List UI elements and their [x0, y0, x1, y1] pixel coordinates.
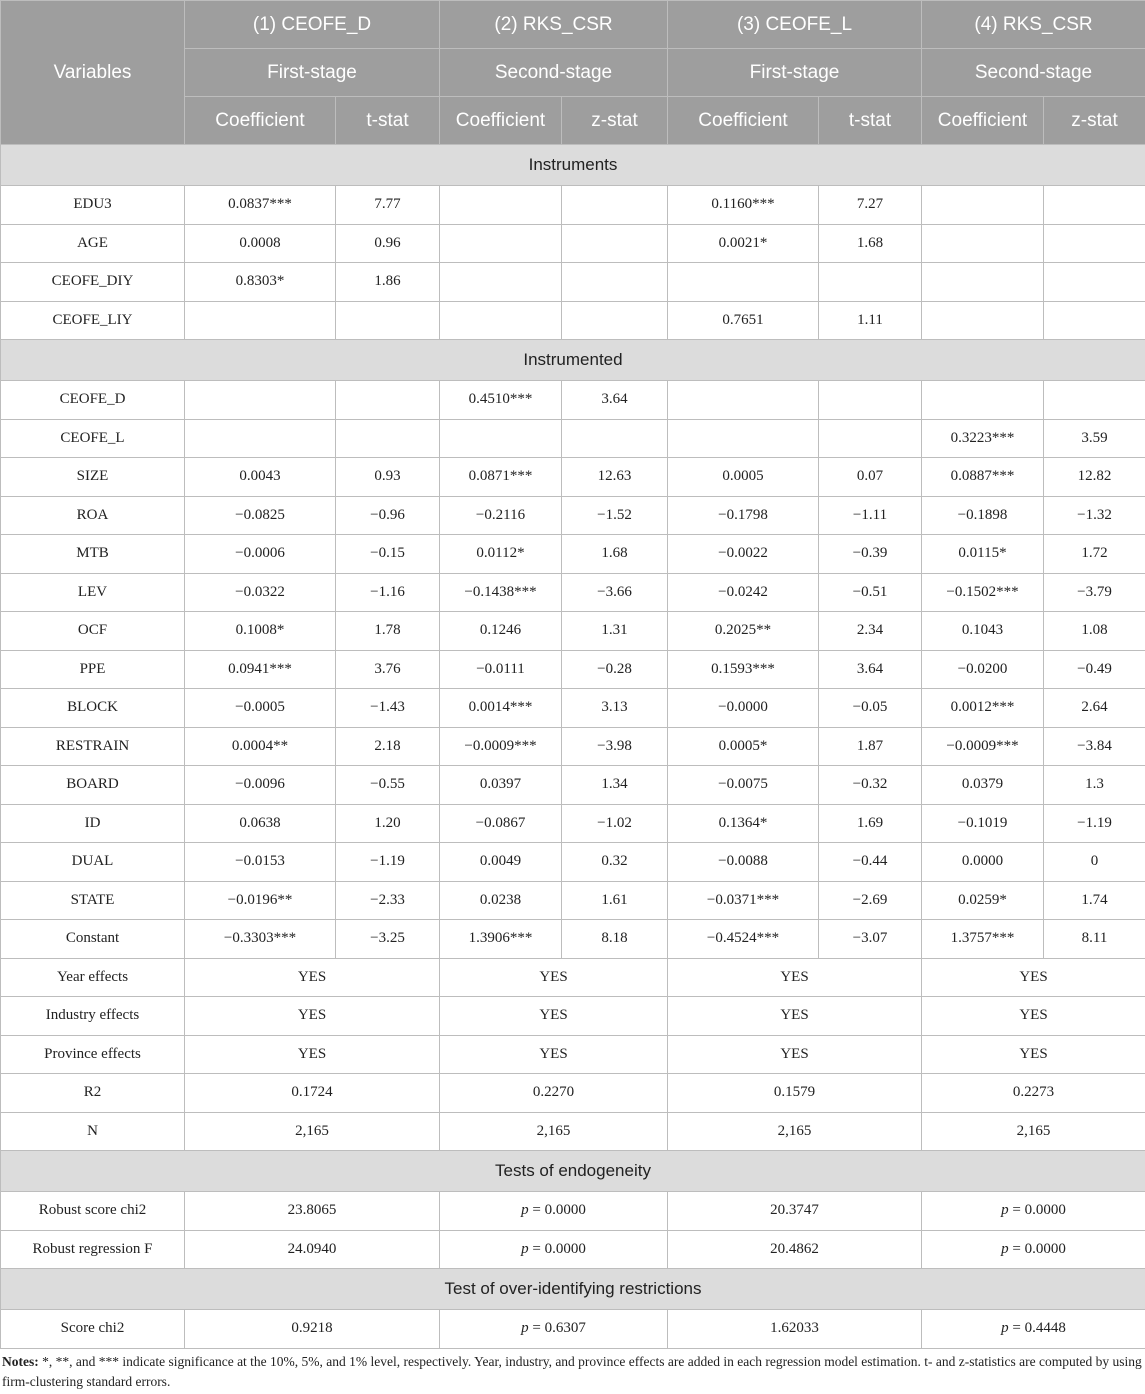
subcol-header: Coefficient: [668, 97, 819, 145]
table-cell: [562, 263, 668, 302]
table-cell: −2.69: [819, 881, 922, 920]
merged-cell: 0.2273: [922, 1074, 1145, 1113]
table-cell: −0.0009***: [440, 727, 562, 766]
row-label: LEV: [1, 573, 185, 612]
table-cell: −0.0371***: [668, 881, 819, 920]
table-cell: −0.0009***: [922, 727, 1044, 766]
table-cell: 0.1364*: [668, 804, 819, 843]
variables-header: Variables: [1, 1, 185, 145]
subcol-header: t-stat: [336, 97, 440, 145]
table-cell: [922, 263, 1044, 302]
row-label: CEOFE_DIY: [1, 263, 185, 302]
table-cell: −0.1502***: [922, 573, 1044, 612]
table-cell: −0.15: [336, 535, 440, 574]
table-cell: 1.34: [562, 766, 668, 805]
table-cell: [668, 381, 819, 420]
table-cell: 1.20: [336, 804, 440, 843]
merged-cell: YES: [440, 958, 668, 997]
table-cell: −0.0322: [185, 573, 336, 612]
table-cell: 1.11: [819, 301, 922, 340]
table-cell: [1044, 301, 1145, 340]
stage-header: First-stage: [185, 49, 440, 97]
notes-prefix: Notes:: [2, 1354, 39, 1369]
stage-header: Second-stage: [922, 49, 1145, 97]
table-row: [1, 689, 1145, 728]
table-cell: 0.0638: [185, 804, 336, 843]
table-cell: [440, 224, 562, 263]
table-cell: 0.0005: [668, 458, 819, 497]
table-row: [1, 224, 1145, 263]
table-cell: 12.82: [1044, 458, 1145, 497]
table-cell: −0.0006: [185, 535, 336, 574]
table-cell: −1.19: [336, 843, 440, 882]
table-cell: −0.1898: [922, 496, 1044, 535]
table-cell: 8.11: [1044, 920, 1145, 959]
table-cell: 1.86: [336, 263, 440, 302]
table-cell: [562, 224, 668, 263]
table-cell: 0.1043: [922, 612, 1044, 651]
table-cell: 0.0887***: [922, 458, 1044, 497]
merged-cell: YES: [922, 1035, 1145, 1074]
table-cell: 1.68: [562, 535, 668, 574]
table-row: [1, 612, 1145, 651]
table-cell: 0.0012***: [922, 689, 1044, 728]
table-cell: [819, 263, 922, 302]
table-cell: −0.96: [336, 496, 440, 535]
row-label: Robust regression F: [1, 1230, 185, 1269]
table-cell: 0.1246: [440, 612, 562, 651]
table-row: [1, 301, 1145, 340]
merged-cell: YES: [185, 1035, 440, 1074]
merged-cell: 2,165: [668, 1112, 922, 1151]
merged-cell: p = 0.0000: [440, 1230, 668, 1269]
table-cell: 7.77: [336, 186, 440, 225]
table-cell: −2.33: [336, 881, 440, 920]
table-cell: 1.3: [1044, 766, 1145, 805]
table-cell: 0.0000: [922, 843, 1044, 882]
table-cell: −1.11: [819, 496, 922, 535]
row-label: Province effects: [1, 1035, 185, 1074]
model-header: (3) CEOFE_L: [668, 1, 922, 49]
merged-cell: 20.3747: [668, 1192, 922, 1231]
table-cell: −1.43: [336, 689, 440, 728]
section-title: Instrumented: [1, 340, 1145, 381]
table-cell: 1.69: [819, 804, 922, 843]
table-cell: 0.32: [562, 843, 668, 882]
table-cell: 0.0005*: [668, 727, 819, 766]
merged-cell: YES: [668, 958, 922, 997]
table-cell: 3.76: [336, 650, 440, 689]
table-cell: 0.7651: [668, 301, 819, 340]
table-row: [1, 843, 1145, 882]
table-cell: −0.0825: [185, 496, 336, 535]
table-cell: −0.51: [819, 573, 922, 612]
subcol-header: Coefficient: [922, 97, 1044, 145]
row-label: DUAL: [1, 843, 185, 882]
table-cell: −0.0111: [440, 650, 562, 689]
table-row: [1, 766, 1145, 805]
table-cell: −0.0242: [668, 573, 819, 612]
table-cell: −0.0153: [185, 843, 336, 882]
row-label: SIZE: [1, 458, 185, 497]
row-label: CEOFE_LIY: [1, 301, 185, 340]
model-header: (2) RKS_CSR: [440, 1, 668, 49]
table-cell: 1.74: [1044, 881, 1145, 920]
table-cell: [1044, 381, 1145, 420]
row-label: OCF: [1, 612, 185, 651]
table-row: [1, 1310, 1145, 1349]
row-label: Constant: [1, 920, 185, 959]
row-label: Score chi2: [1, 1310, 185, 1349]
table-cell: [440, 186, 562, 225]
table-cell: [562, 186, 668, 225]
table-cell: −0.1438***: [440, 573, 562, 612]
table-row: [1, 1192, 1145, 1231]
table-row: [1, 650, 1145, 689]
subcol-header: t-stat: [819, 97, 922, 145]
table-cell: −3.66: [562, 573, 668, 612]
subcol-header: z-stat: [562, 97, 668, 145]
notes-text: *, **, and *** indicate significance at the 10%, 5%, and 1% level, respectively. Year, industry, and province effects are added in each regression model estimation. t- and z-statistics are computed by using firm-clustering standard errors.: [2, 1354, 1142, 1389]
table-cell: 1.68: [819, 224, 922, 263]
table-cell: 0.0379: [922, 766, 1044, 805]
table-row: [1, 727, 1145, 766]
table-cell: 1.31: [562, 612, 668, 651]
table-cell: −3.07: [819, 920, 922, 959]
table-cell: 0.07: [819, 458, 922, 497]
merged-cell: p = 0.0000: [440, 1192, 668, 1231]
merged-cell: 0.9218: [185, 1310, 440, 1349]
row-label: CEOFE_L: [1, 419, 185, 458]
merged-cell: 2,165: [440, 1112, 668, 1151]
table-cell: 0.2025**: [668, 612, 819, 651]
table-row: [1, 573, 1145, 612]
table-cell: −0.0096: [185, 766, 336, 805]
table-cell: −1.19: [1044, 804, 1145, 843]
table-cell: −0.0088: [668, 843, 819, 882]
table-row: [1, 535, 1145, 574]
table-row: [1, 381, 1145, 420]
table-cell: [668, 419, 819, 458]
section-row: [1, 1151, 1145, 1192]
row-label: STATE: [1, 881, 185, 920]
merged-cell: 2,165: [922, 1112, 1145, 1151]
section-title: Instruments: [1, 145, 1145, 186]
table-row: [1, 1230, 1145, 1269]
merged-cell: YES: [668, 997, 922, 1036]
table-cell: −0.28: [562, 650, 668, 689]
table-cell: [922, 381, 1044, 420]
merged-cell: YES: [922, 958, 1145, 997]
table-row: [1, 804, 1145, 843]
table-row: [1, 1035, 1145, 1074]
table-cell: −0.49: [1044, 650, 1145, 689]
table-cell: [440, 419, 562, 458]
table-cell: [1044, 186, 1145, 225]
row-label: N: [1, 1112, 185, 1151]
table-cell: −0.0200: [922, 650, 1044, 689]
merged-cell: 24.0940: [185, 1230, 440, 1269]
table-cell: 1.72: [1044, 535, 1145, 574]
merged-cell: p = 0.0000: [922, 1192, 1145, 1231]
row-label: CEOFE_D: [1, 381, 185, 420]
table-cell: −0.55: [336, 766, 440, 805]
table-cell: 0.1160***: [668, 186, 819, 225]
table-cell: 0.1593***: [668, 650, 819, 689]
section-row: [1, 340, 1145, 381]
row-label: Year effects: [1, 958, 185, 997]
merged-cell: YES: [922, 997, 1145, 1036]
table-cell: 0.0115*: [922, 535, 1044, 574]
table-cell: −0.39: [819, 535, 922, 574]
table-cell: −0.1019: [922, 804, 1044, 843]
model-header: (1) CEOFE_D: [185, 1, 440, 49]
table-cell: 0.0259*: [922, 881, 1044, 920]
table-row: [1, 186, 1145, 225]
table-cell: [1044, 224, 1145, 263]
table-cell: 0.1008*: [185, 612, 336, 651]
table-cell: 0.0112*: [440, 535, 562, 574]
row-label: BLOCK: [1, 689, 185, 728]
table-body: [1, 145, 1145, 1349]
table-row: [1, 263, 1145, 302]
row-label: Robust score chi2: [1, 1192, 185, 1231]
merged-cell: p = 0.6307: [440, 1310, 668, 1349]
table-cell: 0.0021*: [668, 224, 819, 263]
section-row: [1, 145, 1145, 186]
table-cell: −0.1798: [668, 496, 819, 535]
table-cell: [922, 301, 1044, 340]
table-cell: 0.0004**: [185, 727, 336, 766]
merged-cell: YES: [440, 1035, 668, 1074]
table-cell: −0.3303***: [185, 920, 336, 959]
model-header: (4) RKS_CSR: [922, 1, 1145, 49]
merged-cell: 0.2270: [440, 1074, 668, 1113]
table-cell: [819, 381, 922, 420]
table-cell: [668, 263, 819, 302]
table-cell: 0.0941***: [185, 650, 336, 689]
table-cell: 0.4510***: [440, 381, 562, 420]
merged-cell: YES: [440, 997, 668, 1036]
table-cell: −0.32: [819, 766, 922, 805]
table-cell: 0.0397: [440, 766, 562, 805]
table-cell: −3.79: [1044, 573, 1145, 612]
merged-cell: 0.1579: [668, 1074, 922, 1113]
table-cell: 3.64: [562, 381, 668, 420]
table-cell: [562, 301, 668, 340]
subcol-header: Coefficient: [185, 97, 336, 145]
row-label: AGE: [1, 224, 185, 263]
row-label: MTB: [1, 535, 185, 574]
merged-cell: 20.4862: [668, 1230, 922, 1269]
table-row: [1, 1112, 1145, 1151]
table-cell: −0.0005: [185, 689, 336, 728]
table-cell: 0.93: [336, 458, 440, 497]
table-cell: [922, 186, 1044, 225]
table-cell: −0.44: [819, 843, 922, 882]
table-cell: [336, 301, 440, 340]
table-cell: 1.3906***: [440, 920, 562, 959]
row-label: Industry effects: [1, 997, 185, 1036]
table-cell: −0.2116: [440, 496, 562, 535]
subcol-header: Coefficient: [440, 97, 562, 145]
merged-cell: YES: [668, 1035, 922, 1074]
row-label: R2: [1, 1074, 185, 1113]
table-row: [1, 958, 1145, 997]
table-cell: 0.96: [336, 224, 440, 263]
table-cell: [819, 419, 922, 458]
table-cell: 1.08: [1044, 612, 1145, 651]
table-cell: 0.8303*: [185, 263, 336, 302]
table-row: [1, 1074, 1145, 1113]
row-label: EDU3: [1, 186, 185, 225]
table-cell: [185, 301, 336, 340]
table-cell: 8.18: [562, 920, 668, 959]
table-cell: 7.27: [819, 186, 922, 225]
section-title: Test of over-identifying restrictions: [1, 1269, 1145, 1310]
table-cell: 0.0238: [440, 881, 562, 920]
table-cell: 0.0871***: [440, 458, 562, 497]
section-title: Tests of endogeneity: [1, 1151, 1145, 1192]
table-cell: [562, 419, 668, 458]
row-label: ID: [1, 804, 185, 843]
table-cell: −1.16: [336, 573, 440, 612]
merged-cell: 2,165: [185, 1112, 440, 1151]
stage-header: First-stage: [668, 49, 922, 97]
merged-cell: YES: [185, 997, 440, 1036]
stage-header: Second-stage: [440, 49, 668, 97]
table-cell: [185, 419, 336, 458]
row-label: ROA: [1, 496, 185, 535]
row-label: RESTRAIN: [1, 727, 185, 766]
merged-cell: 23.8065: [185, 1192, 440, 1231]
table-cell: −1.52: [562, 496, 668, 535]
table-cell: 1.3757***: [922, 920, 1044, 959]
table-cell: −1.02: [562, 804, 668, 843]
table-cell: 0.0008: [185, 224, 336, 263]
table-cell: [440, 263, 562, 302]
merged-cell: 1.62033: [668, 1310, 922, 1349]
table-cell: −0.05: [819, 689, 922, 728]
table-cell: −0.4524***: [668, 920, 819, 959]
table-row: [1, 458, 1145, 497]
table-cell: 1.87: [819, 727, 922, 766]
table-cell: −0.0075: [668, 766, 819, 805]
table-cell: −1.32: [1044, 496, 1145, 535]
subcol-header: z-stat: [1044, 97, 1145, 145]
table-cell: −0.0022: [668, 535, 819, 574]
merged-cell: YES: [185, 958, 440, 997]
table-cell: 3.64: [819, 650, 922, 689]
section-row: [1, 1269, 1145, 1310]
row-label: BOARD: [1, 766, 185, 805]
table-row: [1, 920, 1145, 959]
table-cell: [922, 224, 1044, 263]
table-row: [1, 496, 1145, 535]
table-cell: 0.3223***: [922, 419, 1044, 458]
table-cell: −0.0000: [668, 689, 819, 728]
table-cell: 0.0837***: [185, 186, 336, 225]
table-cell: −3.98: [562, 727, 668, 766]
table-cell: 12.63: [562, 458, 668, 497]
table-cell: 3.13: [562, 689, 668, 728]
table-cell: 0.0014***: [440, 689, 562, 728]
table-cell: 0: [1044, 843, 1145, 882]
table-cell: [185, 381, 336, 420]
table-cell: −3.25: [336, 920, 440, 959]
table-cell: −0.0867: [440, 804, 562, 843]
merged-cell: p = 0.0000: [922, 1230, 1145, 1269]
table-cell: [440, 301, 562, 340]
table-row: [1, 881, 1145, 920]
table-cell: 0.0049: [440, 843, 562, 882]
table-cell: [336, 381, 440, 420]
table-cell: [1044, 263, 1145, 302]
table-row: [1, 419, 1145, 458]
table-cell: −0.0196**: [185, 881, 336, 920]
table-row: [1, 997, 1145, 1036]
table-cell: 2.34: [819, 612, 922, 651]
table-cell: 2.18: [336, 727, 440, 766]
table-cell: −3.84: [1044, 727, 1145, 766]
row-label: PPE: [1, 650, 185, 689]
table-cell: 1.78: [336, 612, 440, 651]
table-cell: 2.64: [1044, 689, 1145, 728]
merged-cell: p = 0.4448: [922, 1310, 1145, 1349]
table-notes: [2, 1352, 1142, 1392]
merged-cell: 0.1724: [185, 1074, 440, 1113]
table-cell: 1.61: [562, 881, 668, 920]
table-cell: [336, 419, 440, 458]
table-cell: 3.59: [1044, 419, 1145, 458]
table-cell: 0.0043: [185, 458, 336, 497]
